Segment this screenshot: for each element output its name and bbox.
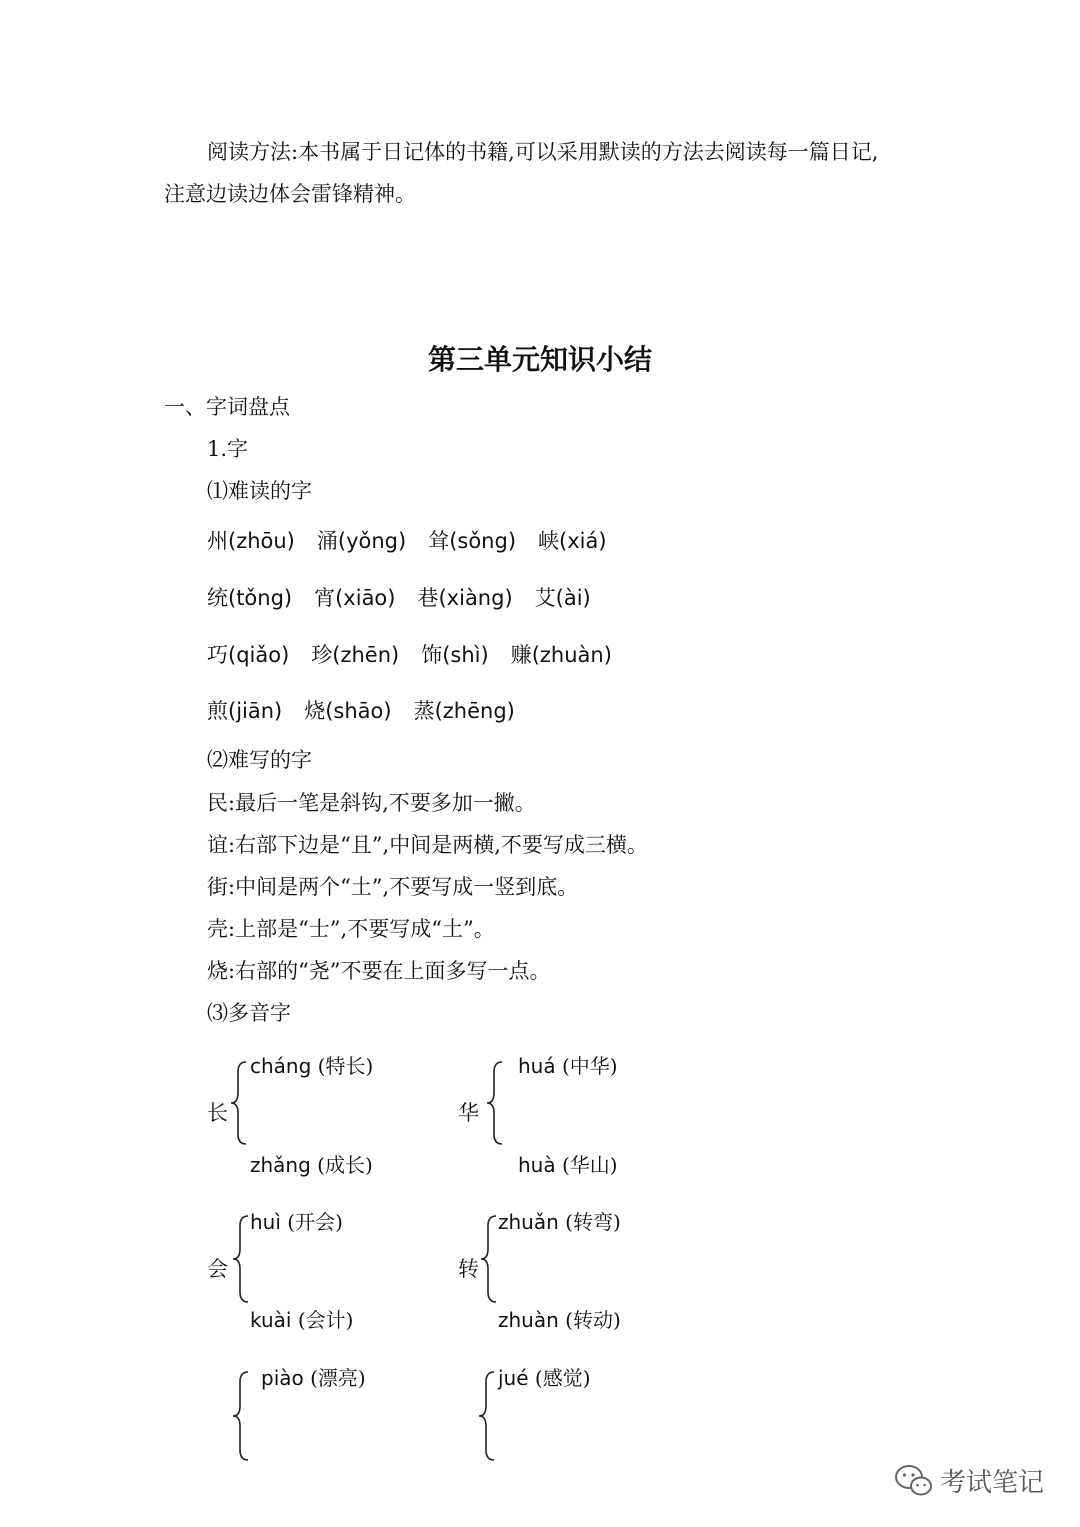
pinyin: huì bbox=[250, 1210, 281, 1234]
pinyin: (zhēng) bbox=[434, 699, 515, 723]
pinyin: zhuǎn bbox=[498, 1210, 559, 1234]
pinyin: zhǎng bbox=[250, 1153, 311, 1177]
polyphone-bottom bbox=[250, 1304, 353, 1333]
char: 巧 bbox=[207, 643, 228, 667]
polyphone-top bbox=[250, 1050, 373, 1079]
gloss: (华山) bbox=[561, 1153, 618, 1177]
polyphone-bottom bbox=[518, 1149, 618, 1178]
pinyin: (sǒng) bbox=[449, 529, 517, 553]
pinyin-row bbox=[207, 583, 591, 613]
char: 涌 bbox=[316, 529, 338, 553]
gloss: (特长) bbox=[317, 1054, 374, 1078]
section-heading: 一、字词盘点 bbox=[164, 395, 290, 419]
pinyin-row bbox=[207, 526, 607, 556]
char: 珍 bbox=[311, 643, 333, 667]
char: 煎 bbox=[207, 699, 228, 723]
pinyin: (zhōu) bbox=[228, 529, 295, 553]
brace-icon bbox=[230, 1060, 250, 1146]
pinyin: (yǒng) bbox=[337, 529, 407, 553]
page-title: 第三单元知识小结 bbox=[427, 343, 652, 376]
intro-line-1: 阅读方法:本书属于日记体的书籍,可以采用默读的方法去阅读每一篇日记, bbox=[207, 140, 879, 164]
char: 统 bbox=[207, 586, 228, 610]
char: 赚 bbox=[510, 643, 532, 667]
subheading-hard-read: ⑴难读的字 bbox=[207, 479, 312, 503]
polyphone-top bbox=[518, 1050, 618, 1079]
char: 宵 bbox=[314, 586, 336, 610]
char: 巷 bbox=[417, 586, 439, 610]
hard-write-line: 谊:右部下边是“且”,中间是两横,不要写成三横。 bbox=[207, 833, 648, 857]
hard-write-line: 烧:右部的“尧”不要在上面多写一点。 bbox=[207, 959, 551, 983]
pinyin: (zhēn) bbox=[332, 643, 400, 667]
polyphone-top bbox=[498, 1362, 591, 1391]
gloss: (感觉) bbox=[534, 1366, 591, 1390]
brace-icon bbox=[232, 1370, 252, 1462]
brace-icon bbox=[478, 1370, 498, 1462]
polyphone-top bbox=[498, 1206, 621, 1235]
brace-icon bbox=[486, 1060, 506, 1146]
char: 艾 bbox=[534, 586, 556, 610]
pinyin: (xiá) bbox=[559, 529, 607, 553]
polyphone-bottom bbox=[250, 1149, 373, 1178]
gloss: (漂亮) bbox=[310, 1366, 366, 1390]
gloss: (转动) bbox=[565, 1308, 621, 1332]
pinyin: (ài) bbox=[555, 586, 591, 610]
hard-write-line: 民:最后一笔是斜钩,不要多加一撇。 bbox=[207, 791, 536, 815]
char: 峡 bbox=[538, 529, 560, 553]
polyphone-top bbox=[261, 1362, 366, 1391]
pinyin: piào bbox=[261, 1366, 304, 1390]
char: 烧 bbox=[304, 699, 326, 723]
watermark bbox=[894, 1462, 1044, 1499]
subheading-hard-write: ⑵难写的字 bbox=[207, 748, 312, 772]
polyphone-char: 长 bbox=[207, 1101, 228, 1125]
hard-write-line: 壳:上部是“士”,不要写成“土”。 bbox=[207, 917, 495, 941]
pinyin-row bbox=[207, 640, 612, 670]
polyphone-bottom bbox=[498, 1304, 621, 1333]
polyphone-char: 会 bbox=[207, 1257, 228, 1281]
pinyin: (xiāo) bbox=[335, 586, 396, 610]
gloss: (开会) bbox=[287, 1210, 343, 1234]
brace-icon bbox=[232, 1214, 252, 1304]
char: 蒸 bbox=[413, 699, 435, 723]
char: 耸 bbox=[428, 529, 450, 553]
pinyin: cháng bbox=[250, 1054, 312, 1078]
wechat-icon bbox=[894, 1464, 934, 1498]
pinyin: (xiàng) bbox=[438, 586, 513, 610]
polyphone-char: 转 bbox=[458, 1257, 479, 1281]
pinyin: (shāo) bbox=[325, 699, 392, 723]
pinyin: (qiǎo) bbox=[228, 643, 290, 667]
pinyin: (shì) bbox=[442, 643, 489, 667]
pinyin: jué bbox=[498, 1366, 529, 1390]
intro-line-2: 注意边读边体会雷锋精神。 bbox=[164, 182, 416, 206]
subheading-characters: 1.字 bbox=[207, 437, 249, 461]
gloss: (中华) bbox=[561, 1054, 618, 1078]
pinyin: huà bbox=[518, 1153, 556, 1177]
gloss: (会计) bbox=[297, 1308, 354, 1332]
watermark-text: 考试笔记 bbox=[939, 1468, 1044, 1498]
pinyin: huá bbox=[518, 1054, 556, 1078]
pinyin: (jiān) bbox=[228, 699, 283, 723]
char: 州 bbox=[207, 529, 228, 553]
brace-icon bbox=[480, 1214, 500, 1304]
pinyin: zhuàn bbox=[498, 1308, 559, 1332]
pinyin-row bbox=[207, 696, 515, 726]
hard-write-line: 街:中间是两个“土”,不要写成一竖到底。 bbox=[207, 875, 579, 899]
polyphone-char: 华 bbox=[458, 1101, 479, 1125]
gloss: (成长) bbox=[317, 1153, 373, 1177]
polyphone-top bbox=[250, 1206, 343, 1235]
gloss: (转弯) bbox=[565, 1210, 621, 1234]
pinyin: (zhuàn) bbox=[531, 643, 612, 667]
char: 饰 bbox=[421, 643, 443, 667]
subheading-polyphone: ⑶多音字 bbox=[207, 1001, 291, 1025]
pinyin: (tǒng) bbox=[228, 586, 293, 610]
pinyin: kuài bbox=[250, 1308, 292, 1332]
